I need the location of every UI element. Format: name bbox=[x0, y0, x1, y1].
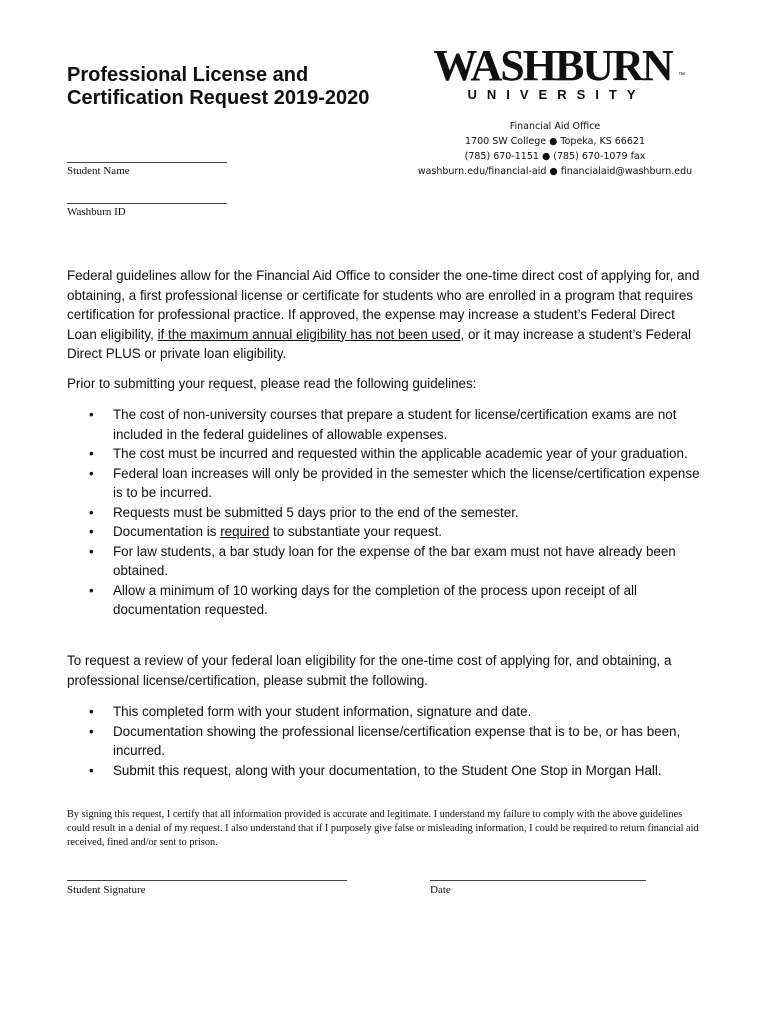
logo-subtitle: UNIVERSITY bbox=[467, 87, 646, 102]
date-label: Date bbox=[430, 884, 451, 896]
title-line-2: Certification Request 2019-2020 bbox=[67, 87, 370, 109]
office-address: 1700 SW College ● Topeka, KS 66621 bbox=[465, 136, 645, 147]
guideline-item: • Federal loan increases will only be provided in the semester which the license/certification expense is to be incurred. bbox=[67, 464, 707, 503]
submit-item: • Documentation showing the professional license/certification expense that is to be, or has been, incurred. bbox=[67, 722, 707, 761]
guideline-item: • For law students, a bar study loan for the expense of the bar exam must not have already been obtained. bbox=[67, 542, 707, 581]
student-name-label: Student Name bbox=[67, 165, 130, 177]
certification-text: By signing this request, I certify that all information provided is accurate and legitimate. I understand my failure to comply with the above guidelines could result in a denial of my request. I also understand that if I purposely give false or misleading information, I could be required to return financial aid received, fined and/or sent to prison. bbox=[67, 809, 699, 848]
student-name-field[interactable] bbox=[67, 162, 227, 177]
guidelines-intro bbox=[67, 374, 707, 394]
logo-wordmark: WASHBURN bbox=[433, 41, 672, 90]
title-line-1: Professional License and bbox=[67, 64, 309, 86]
guidelines-list-wrap bbox=[67, 405, 707, 620]
certification-statement bbox=[67, 808, 707, 850]
office-web-email: washburn.edu/financial-aid ● financialaid@washburn.edu bbox=[417, 166, 693, 177]
submit-intro-text: To request a review of your federal loan eligibility for the one-time cost of applying for, and obtaining, a professional license/certification, please submit the following. bbox=[67, 653, 672, 688]
date-field[interactable] bbox=[430, 880, 646, 896]
intro-underlined-text: if the maximum annual eligibility has not been used bbox=[157, 326, 461, 342]
intro-text bbox=[67, 266, 707, 364]
student-signature-field[interactable] bbox=[67, 880, 347, 896]
office-phone: (785) 670-1151 ● (785) 670-1079 fax bbox=[464, 151, 646, 162]
guideline-item: • Requests must be submitted 5 days prior to the end of the semester. bbox=[67, 503, 707, 523]
intro-text-end: , or it may increase a student’s Federal Direct PLUS or private loan eligibility. bbox=[67, 326, 692, 361]
submit-item: • This completed form with your student information, signature and date. bbox=[67, 702, 707, 722]
guideline-text: Documentation is bbox=[113, 524, 221, 539]
washburn-id-line[interactable] bbox=[67, 203, 227, 204]
guideline-underlined: required bbox=[220, 524, 270, 539]
student-signature-line[interactable] bbox=[67, 880, 347, 881]
submit-item: • Submit this request, along with your documentation, to the Student One Stop in Morgan Hall. bbox=[67, 761, 707, 781]
office-contact-block bbox=[400, 119, 710, 179]
guideline-item bbox=[67, 522, 707, 542]
washburn-logo bbox=[420, 41, 685, 102]
submit-list-wrap bbox=[67, 702, 707, 780]
form-title bbox=[67, 64, 369, 110]
guideline-item: • Allow a minimum of 10 working days for the completion of the process upon receipt of all documentation requested. bbox=[67, 581, 707, 620]
student-signature-label: Student Signature bbox=[67, 884, 146, 896]
guideline-item: • The cost of non-university courses that prepare a student for license/certification exams are not included in the federal guidelines of allowable expenses. bbox=[67, 405, 707, 444]
logo-trademark: ™ bbox=[678, 72, 685, 79]
guidelines-list bbox=[67, 405, 707, 620]
washburn-id-label: Washburn ID bbox=[67, 206, 126, 218]
guideline-item: • The cost must be incurred and requested within the applicable academic year of your graduation. bbox=[67, 444, 707, 464]
submit-intro bbox=[67, 651, 707, 690]
guidelines-intro-text: Prior to submitting your request, please read the following guidelines: bbox=[67, 376, 477, 391]
intro-text-start: Federal guidelines allow for the Financial Aid Office to consider the one-time direct cost of applying for, and obtaining, a first professional license or certificate for students who are enrolled in a program that requires certification for professional practice. If approved, the expense may increase a student’s Federal Direct Loan eligibility, bbox=[67, 268, 700, 342]
date-line[interactable] bbox=[430, 880, 646, 881]
office-name: Financial Aid Office bbox=[509, 121, 601, 132]
guideline-text: to substantiate your request. bbox=[269, 524, 443, 539]
washburn-id-field[interactable] bbox=[67, 203, 227, 218]
submit-list bbox=[67, 702, 707, 780]
student-name-line[interactable] bbox=[67, 162, 227, 163]
intro-paragraph bbox=[67, 266, 707, 364]
